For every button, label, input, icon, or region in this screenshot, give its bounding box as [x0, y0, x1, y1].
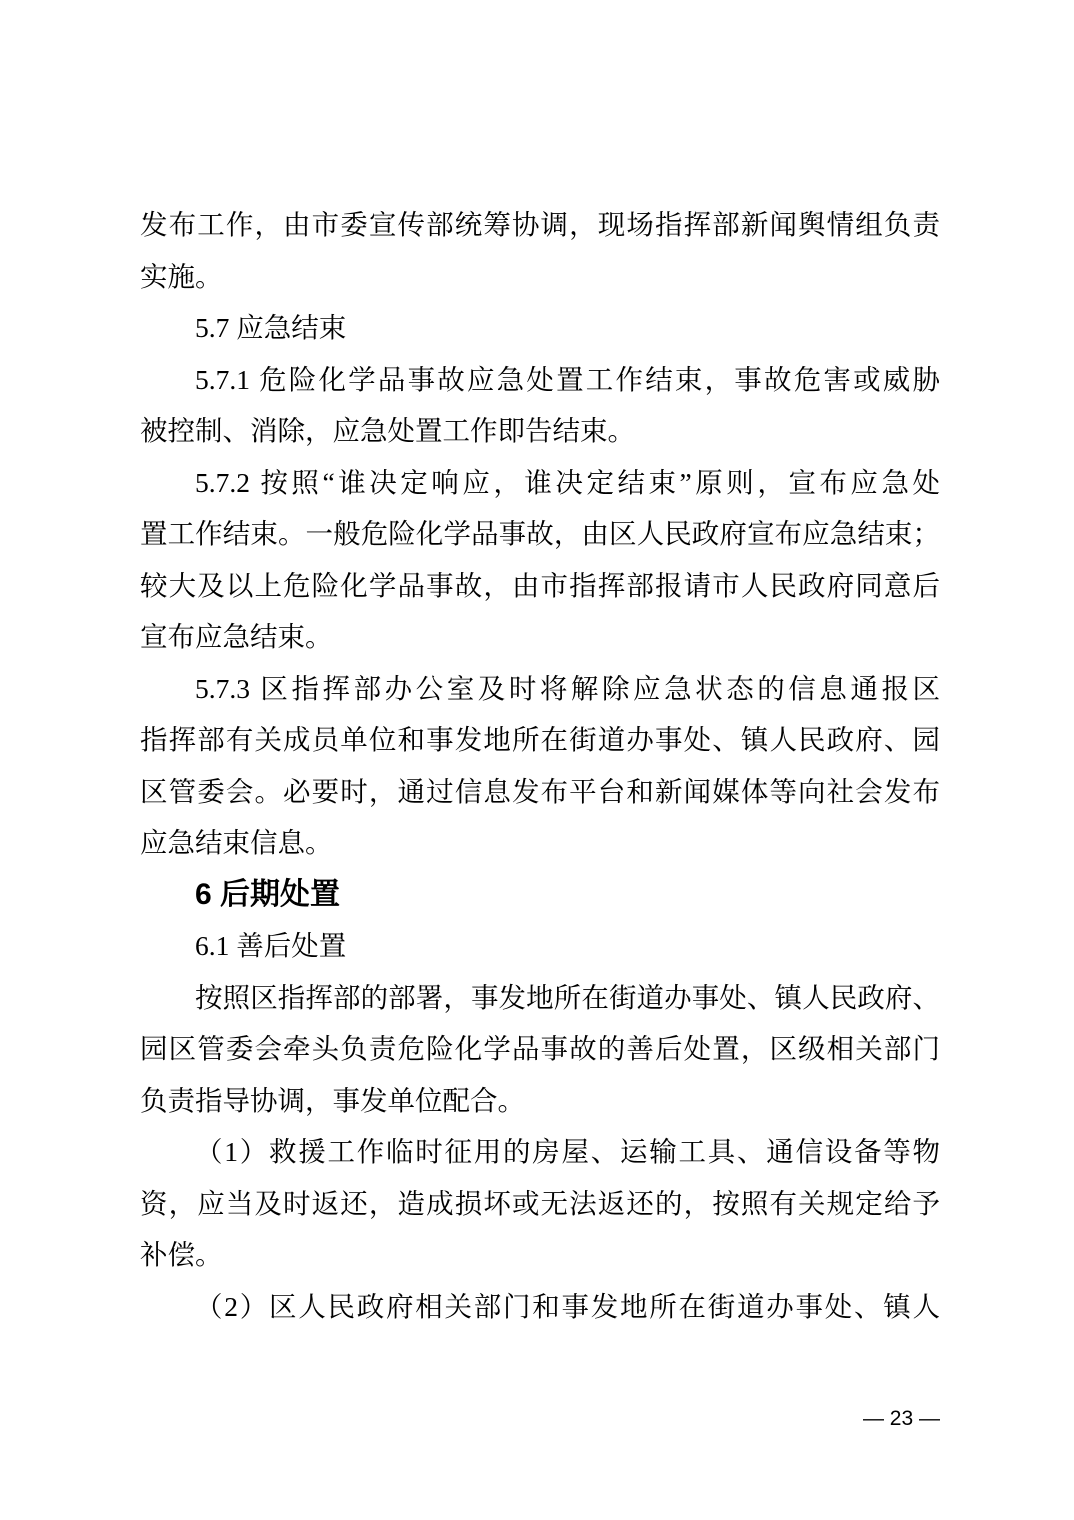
text-line: 5.7.2 按照“谁决定响应，谁决定结束”原则，宣布应急处: [195, 466, 940, 498]
text-line: 补偿。: [140, 1239, 223, 1270]
text-line: 负责指导协调，事发单位配合。: [140, 1084, 525, 1116]
text-line: 5.7 应急结束: [195, 312, 347, 343]
text-line: 被控制、消除，应急处置工作即告结束。: [140, 415, 635, 446]
text-line: 置工作结束。一般危险化学品事故，由区人民政府宣布应急结束；: [140, 518, 940, 549]
text-line: 6.1 善后处置: [195, 930, 347, 961]
section-heading: 6 后期处置: [195, 877, 341, 911]
text-line: 发布工作，由市委宣传部统筹协调，现场指挥部新闻舆情组负责: [140, 209, 940, 240]
text-line: （1）救援工作临时征用的房屋、运输工具、通信设备等物: [195, 1136, 940, 1167]
text-line: 园区管委会牵头负责危险化学品事故的善后处置，区级相关部门: [140, 1033, 940, 1064]
text-line: （2）区人民政府相关部门和事发地所在街道办事处、镇人: [195, 1290, 940, 1322]
page-number: — 23 —: [862, 1407, 940, 1430]
text-line: 5.7.1 危险化学品事故应急处置工作结束，事故危害或威胁: [195, 363, 940, 395]
text-line: 5.7.3 区指挥部办公室及时将解除应急状态的信息通报区: [195, 672, 940, 704]
text-line: 按照区指挥部的部署，事发地所在街道办事处、镇人民政府、: [195, 981, 940, 1013]
text-line: 资，应当及时返还，造成损坏或无法返还的，按照有关规定给予: [140, 1187, 940, 1219]
text-line: 应急结束信息。: [140, 827, 333, 858]
text-line: 实施。: [140, 260, 223, 292]
text-line: 较大及以上危险化学品事故，由市指挥部报请市人民政府同意后: [140, 569, 940, 601]
text-line: 区管委会。必要时，通过信息发布平台和新闻媒体等向社会发布: [140, 775, 940, 807]
text-line: 指挥部有关成员单位和事发地所在街道办事处、镇人民政府、园: [140, 724, 940, 755]
text-line: 宣布应急结束。: [140, 621, 333, 652]
document-body: [140, 199, 940, 1332]
